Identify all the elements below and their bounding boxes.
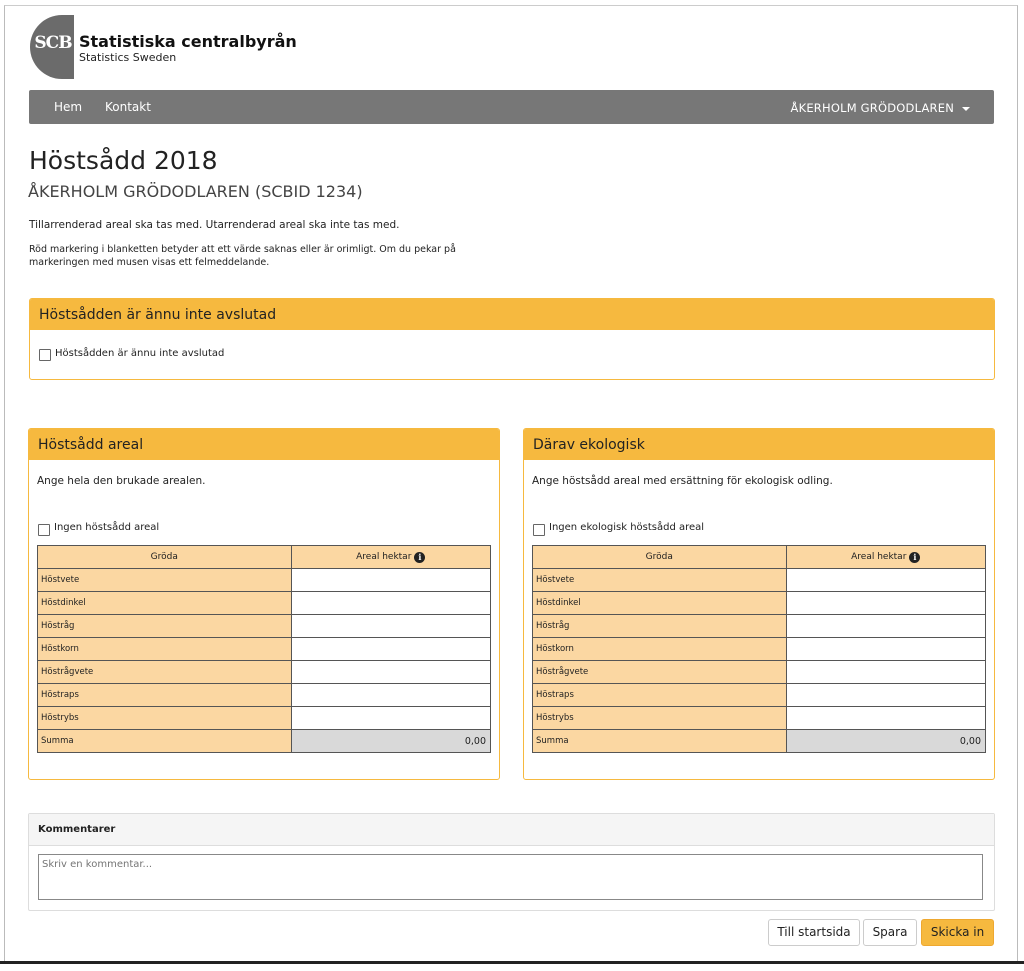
page-subtitle: ÅKERHOLM GRÖDODLAREN (SCBID 1234) bbox=[28, 182, 363, 201]
col-header-area-label: Areal hektar bbox=[356, 551, 412, 562]
not-finished-checkbox-label: Höstsådden är ännu inte avslutad bbox=[55, 348, 225, 359]
crop-name-cell: Höstkorn bbox=[533, 638, 787, 661]
areal-panel bbox=[28, 428, 500, 780]
page-title: Höstsådd 2018 bbox=[29, 146, 218, 175]
col-header-area bbox=[786, 546, 985, 569]
col-header-crop: Gröda bbox=[38, 546, 292, 569]
area-input-cell[interactable] bbox=[291, 615, 490, 638]
info-text-rental: Tillarrenderad areal ska tas med. Utarrenderad areal ska inte tas med. bbox=[29, 219, 400, 231]
table-row bbox=[38, 707, 491, 730]
table-row bbox=[38, 569, 491, 592]
crop-name-cell: Höstråg bbox=[533, 615, 787, 638]
table-row bbox=[533, 569, 986, 592]
area-input-cell[interactable] bbox=[291, 684, 490, 707]
comments-title: Kommentarer bbox=[38, 824, 116, 835]
area-input-cell[interactable] bbox=[291, 661, 490, 684]
table-row bbox=[533, 707, 986, 730]
crop-name-cell: Höstråg bbox=[38, 615, 292, 638]
comment-textarea[interactable] bbox=[38, 854, 983, 900]
eko-table bbox=[532, 545, 986, 753]
panel-title: Därav ekologisk bbox=[533, 437, 645, 453]
sum-row bbox=[38, 730, 491, 753]
area-input-cell[interactable] bbox=[786, 684, 985, 707]
crop-name-cell: Höstraps bbox=[533, 684, 787, 707]
area-input-cell[interactable] bbox=[786, 615, 985, 638]
table-row bbox=[38, 684, 491, 707]
panel-header bbox=[29, 429, 499, 460]
crop-name-cell: Höstdinkel bbox=[533, 592, 787, 615]
area-input-cell[interactable] bbox=[786, 638, 985, 661]
bottom-divider bbox=[0, 961, 1024, 964]
no-areal-checkbox[interactable] bbox=[38, 524, 50, 536]
table-row bbox=[533, 592, 986, 615]
table-header-row bbox=[38, 546, 491, 569]
area-input-cell[interactable] bbox=[786, 592, 985, 615]
area-input-cell[interactable] bbox=[291, 638, 490, 661]
submit-button[interactable]: Skicka in bbox=[921, 919, 994, 946]
sum-row bbox=[533, 730, 986, 753]
crop-name-cell: Höstrågvete bbox=[533, 661, 787, 684]
logo-badge-text: SCB bbox=[34, 33, 72, 53]
user-menu-label: ÅKERHOLM GRÖDODLAREN bbox=[790, 101, 954, 115]
area-input-cell[interactable] bbox=[291, 569, 490, 592]
sum-label: Summa bbox=[38, 730, 292, 753]
panel-header bbox=[30, 299, 994, 330]
table-row bbox=[38, 615, 491, 638]
crop-name-cell: Höstrybs bbox=[533, 707, 787, 730]
area-input-cell[interactable] bbox=[786, 569, 985, 592]
crop-name-cell: Höstkorn bbox=[38, 638, 292, 661]
no-eko-checkbox[interactable] bbox=[533, 524, 545, 536]
comments-panel bbox=[28, 813, 995, 911]
table-row bbox=[533, 638, 986, 661]
brand-subtitle: Statistics Sweden bbox=[79, 51, 177, 64]
info-icon[interactable]: i bbox=[414, 552, 425, 563]
table-row bbox=[38, 638, 491, 661]
table-row bbox=[533, 661, 986, 684]
sum-label: Summa bbox=[533, 730, 787, 753]
info-icon[interactable]: i bbox=[909, 552, 920, 563]
home-button[interactable]: Till startsida bbox=[768, 919, 860, 946]
crop-name-cell: Höstrågvete bbox=[38, 661, 292, 684]
brand-name: Statistiska centralbyrån bbox=[79, 32, 297, 51]
comments-header bbox=[29, 814, 994, 846]
sum-value: 0,00 bbox=[291, 730, 490, 753]
info-text-validation: Röd markering i blanketten betyder att ett värde saknas eller är orimligt. Om du pekar på markeringen med musen visas ett felmeddelande. bbox=[29, 244, 456, 268]
col-header-crop: Gröda bbox=[533, 546, 787, 569]
crop-name-cell: Höstrybs bbox=[38, 707, 292, 730]
area-input-cell[interactable] bbox=[291, 707, 490, 730]
panel-lead-text: Ange hela den brukade arealen. bbox=[37, 475, 206, 487]
col-header-area bbox=[291, 546, 490, 569]
crop-name-cell: Höstraps bbox=[38, 684, 292, 707]
area-input-cell[interactable] bbox=[786, 661, 985, 684]
table-row bbox=[533, 615, 986, 638]
table-row bbox=[38, 661, 491, 684]
user-menu[interactable] bbox=[791, 101, 970, 115]
panel-title: Höstsådd areal bbox=[38, 437, 144, 453]
nav-link-hem[interactable]: Hem bbox=[54, 100, 83, 114]
no-eko-checkbox-label: Ingen ekologisk höstsådd areal bbox=[549, 522, 705, 533]
no-areal-checkbox-label: Ingen höstsådd areal bbox=[54, 522, 160, 533]
not-finished-panel bbox=[29, 298, 995, 380]
area-input-cell[interactable] bbox=[786, 707, 985, 730]
crop-name-cell: Höstvete bbox=[533, 569, 787, 592]
sum-value: 0,00 bbox=[786, 730, 985, 753]
caret-down-icon bbox=[962, 107, 970, 111]
nav-link-kontakt[interactable]: Kontakt bbox=[105, 100, 151, 114]
table-header-row bbox=[533, 546, 986, 569]
eko-panel bbox=[523, 428, 995, 780]
top-navbar bbox=[29, 90, 994, 124]
table-row bbox=[38, 592, 491, 615]
panel-lead-text: Ange höstsådd areal med ersättning för ekologisk odling. bbox=[532, 475, 833, 487]
panel-header bbox=[524, 429, 994, 460]
areal-table bbox=[37, 545, 491, 753]
col-header-area-label: Areal hektar bbox=[851, 551, 907, 562]
crop-name-cell: Höstdinkel bbox=[38, 592, 292, 615]
not-finished-checkbox[interactable] bbox=[39, 349, 51, 361]
area-input-cell[interactable] bbox=[291, 592, 490, 615]
save-button[interactable]: Spara bbox=[863, 919, 917, 946]
panel-title: Höstsådden är ännu inte avslutad bbox=[39, 307, 277, 323]
crop-name-cell: Höstvete bbox=[38, 569, 292, 592]
table-row bbox=[533, 684, 986, 707]
